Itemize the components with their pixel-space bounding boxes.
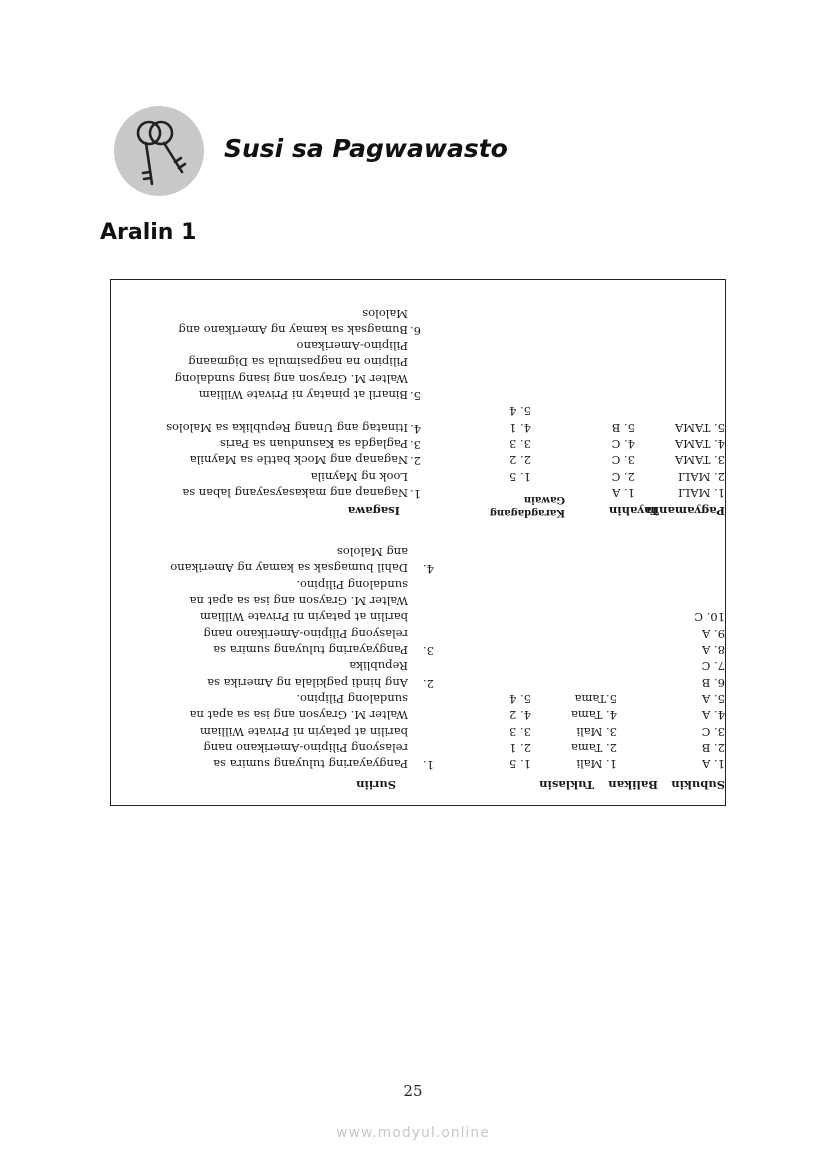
subukin-item: 1. A xyxy=(702,757,725,771)
suriin-line: Pangyayaring tuluyang sumira sa xyxy=(213,757,408,771)
isagawa-number: 2. xyxy=(410,454,421,468)
isagawa-line: Walter M. Grayson ang isang sundalong xyxy=(174,372,408,386)
key-icon xyxy=(114,106,204,196)
tuklasin-item: 4. 2 xyxy=(509,708,531,722)
isagawa-line: Look ng Maynila xyxy=(310,470,408,484)
tuklasin-item: 2. 1 xyxy=(509,741,531,755)
page-number: 25 xyxy=(403,1082,423,1100)
balikan-header: Balikan xyxy=(608,778,658,792)
isagawa-line: Malolos xyxy=(362,307,408,321)
subukin-item: 8. A xyxy=(702,643,725,657)
gawain-subheader: Gawain xyxy=(523,494,565,505)
subukin-item: 2. B xyxy=(701,741,725,755)
karagdagang-item: 5. 4 xyxy=(509,404,531,418)
subukin-item: 5. A xyxy=(702,692,725,706)
lesson-heading: Aralin 1 xyxy=(100,220,197,245)
balikan-item: 1. Mali xyxy=(576,757,617,771)
subukin-item: 4. A xyxy=(702,708,725,722)
suriin-line: sundalong Pilipino. xyxy=(296,692,408,706)
subukin-item: 9. A xyxy=(702,627,725,641)
suriin-line: ang Malolos xyxy=(336,545,408,559)
isagawa-line: Paglagda sa Kasunduan sa Paris xyxy=(219,437,408,451)
subukin-item: 6. B xyxy=(701,676,725,690)
subukin-item: 10. C xyxy=(694,610,725,624)
pagyamanin-item: 3. TAMA xyxy=(674,453,725,467)
suriin-line: Ang hindi pagkilala ng Amerika sa xyxy=(207,676,408,690)
suriin-line: relasyong Pilipino-Amerikano nang xyxy=(203,741,408,755)
pagyamanin-item: 5. TAMA xyxy=(674,421,725,435)
tuklasin-header: Tuklasin xyxy=(539,778,594,792)
karagdagang-header: Karagdagang xyxy=(489,507,565,518)
subukin-header: Subukin xyxy=(671,778,725,792)
tayahin-item: 3. C xyxy=(611,453,635,467)
suriin-header: Suriin xyxy=(356,778,396,792)
page-title: Susi sa Pagwawasto xyxy=(224,134,508,163)
karagdagang-item: 4. 1 xyxy=(509,421,531,435)
isagawa-number: 3. xyxy=(410,438,421,452)
answer-key-rotated-content xyxy=(111,280,725,805)
karagdagang-item: 2. 2 xyxy=(509,453,531,467)
suriin-number: 4. xyxy=(423,562,434,576)
answer-key-box xyxy=(110,279,726,806)
pagyamanin-header: Pagyamanin xyxy=(646,504,725,518)
suriin-line: sundalong Pilipino. xyxy=(296,578,408,592)
balikan-item: 5.Tama xyxy=(574,692,617,706)
suriin-line: relasyong Pilipino-Amerikano nang xyxy=(203,627,408,641)
tuklasin-item: 5. 4 xyxy=(509,692,531,706)
suriin-number: 3. xyxy=(423,644,434,658)
suriin-number: 2. xyxy=(423,677,434,691)
suriin-line: Walter M. Grayson ang isa sa apat na xyxy=(189,708,408,722)
suriin-line: barilin at patayin ni Private William xyxy=(199,725,408,739)
isagawa-line: Itinatag ang Unang Republika sa Malolos xyxy=(166,421,408,435)
isagawa-line: Pilipino na nagpasimula sa Digmaang xyxy=(188,355,408,369)
tuklasin-item: 3. 3 xyxy=(509,725,531,739)
pagyamanin-item: 2. MALI xyxy=(678,470,725,484)
suriin-line: Pangyayaring tuluyang sumira sa xyxy=(213,643,408,657)
key-icon-badge xyxy=(114,106,204,196)
suriin-line: Republika xyxy=(349,659,408,673)
isagawa-line: Naganap ang makasaysayang laban sa xyxy=(182,486,408,500)
isagawa-line: Binaril at pinatay ni Private William xyxy=(198,388,408,402)
watermark: www.modyul.online xyxy=(336,1125,490,1141)
tayahin-item: 1. A xyxy=(612,486,635,500)
balikan-item: 2. Tama xyxy=(570,741,617,755)
karagdagang-item: 3. 3 xyxy=(509,437,531,451)
tayahin-item: 2. C xyxy=(611,470,635,484)
isagawa-number: 5. xyxy=(410,389,421,403)
tayahin-item: 4. C xyxy=(611,437,635,451)
tuklasin-item: 1. 5 xyxy=(509,757,531,771)
pagyamanin-item: 4. TAMA xyxy=(674,437,725,451)
karagdagang-item: 1. 5 xyxy=(509,470,531,484)
pagyamanin-item: 1. MALI xyxy=(678,486,725,500)
isagawa-number: 4. xyxy=(410,422,421,436)
suriin-line: Walter M. Grayson ang isa sa apat na xyxy=(189,594,408,608)
suriin-number: 1. xyxy=(423,758,434,772)
isagawa-number: 6. xyxy=(410,324,421,338)
subukin-item: 7. C xyxy=(701,659,725,673)
suriin-line: barilin at patayin ni Private William xyxy=(199,610,408,624)
isagawa-number: 1. xyxy=(410,487,421,501)
isagawa-line: Pilipino-Amerikano xyxy=(296,339,408,353)
balikan-item: 4. Tama xyxy=(570,708,617,722)
balikan-item: 3. Mali xyxy=(576,725,617,739)
isagawa-line: Naganap ang Mock battle sa Maynila xyxy=(189,453,408,467)
isagawa-header: Isagawa xyxy=(347,504,400,518)
suriin-line: Dahil bumagsak sa kamay ng Amerikano xyxy=(170,561,408,575)
tayahin-header: Tayahin xyxy=(608,504,659,518)
subukin-item: 3. C xyxy=(701,725,725,739)
tayahin-item: 5. B xyxy=(611,421,635,435)
isagawa-line: Bumagsak sa kamay ng Amerikano ang xyxy=(178,323,408,337)
